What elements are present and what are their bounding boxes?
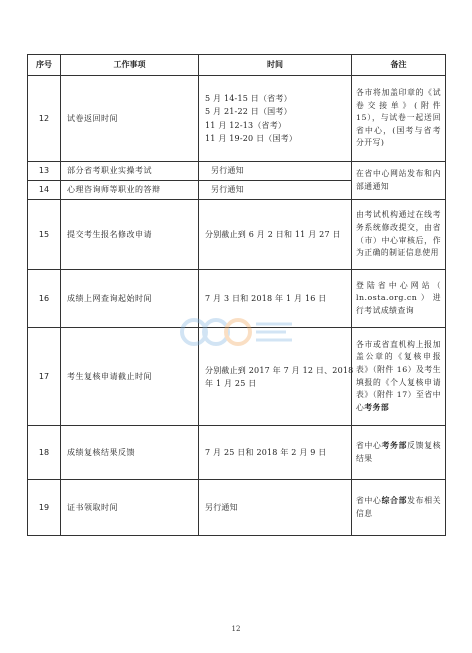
note-department: 考务部 (364, 402, 390, 412)
note-text: 各市将加盖印章的《试卷交接单》(附件 15），与试卷一起送回省中心，(国考与省考分开写) (356, 88, 441, 148)
note-text (356, 339, 441, 415)
note-cell (352, 480, 446, 536)
header-note: 备注 (352, 55, 446, 76)
note-text-post: 发布相关信息 (356, 495, 442, 518)
note-text-main: 各市或省直机构上报加盖公章的《复核申报表》（附件 16）及考生填报的《个人复核申请表》（附件 17）至省中心 (356, 339, 441, 412)
task-name: 成绩复核结果反馈 (61, 426, 199, 480)
time-line: 5 月 21-22 日（国考） (205, 107, 292, 116)
task-name: 心理咨询师等职业的答辩 (61, 181, 199, 200)
watermark-logo (178, 306, 298, 356)
time-cell: 7 月 25 日和 2018 年 2 月 9 日 (199, 426, 352, 480)
row-number: 16 (28, 270, 61, 328)
note-cell (352, 162, 446, 200)
header-no: 序号 (28, 55, 61, 76)
row-number: 15 (28, 200, 61, 270)
note-text (356, 495, 441, 520)
note-cell (352, 270, 446, 328)
time-line: 5 月 14-15 日（省考） (205, 93, 292, 103)
note-cell (352, 426, 446, 480)
task-name: 试卷返回时间 (61, 76, 199, 162)
row-number: 18 (28, 426, 61, 480)
note-department: 考务部 (381, 440, 408, 450)
time-line: 11 月 12-13（省考） (205, 120, 287, 130)
time-line: 11 月 19-20 日（国考） (205, 134, 298, 143)
table-row (28, 76, 446, 162)
note-cell (352, 328, 446, 426)
task-name: 部分省考职业实操考试 (61, 162, 199, 181)
time-line: 年 1 月 25 日 (205, 378, 257, 388)
table-row (28, 426, 446, 480)
row-number: 14 (28, 181, 61, 200)
note-text-pre: 省中心 (356, 495, 382, 505)
header-task: 工作事项 (61, 55, 199, 76)
row-number: 17 (28, 328, 61, 426)
note-cell (352, 200, 446, 270)
time-cell: 另行通知 (199, 181, 352, 200)
row-number: 19 (28, 480, 61, 536)
time-cell: 分别截止到 6 月 2 日和 11 月 27 日 (199, 200, 352, 270)
page-number: 12 (231, 625, 241, 633)
task-name: 提交考生报名修改申请 (61, 200, 199, 270)
row-number: 12 (28, 76, 61, 162)
note-text-pre: 省中心 (356, 440, 382, 450)
note-text: 由考试机构通过在线考务系统修改提交，由省（市）中心审核后，作为正确的制证信息使用 (356, 210, 441, 258)
time-cell: 另行通知 (199, 480, 352, 536)
table-row (28, 162, 446, 181)
row-number: 13 (28, 162, 61, 181)
task-name: 成绩上网查询起始时间 (61, 270, 199, 328)
note-text: 登陆省中心网站（ ln.osta.org.cn）进行考试成绩查询 (356, 280, 441, 315)
schedule-table (27, 54, 446, 536)
table-header-row (28, 55, 446, 76)
task-name: 证书领取时间 (61, 480, 199, 536)
time-cell (199, 76, 352, 162)
table-row (28, 480, 446, 536)
note-text-post: 反馈复核结果 (356, 440, 442, 463)
note-text: 在省中心网站发布和内部通通知 (356, 168, 441, 191)
note-cell (352, 76, 446, 162)
header-time: 时间 (199, 55, 352, 76)
time-cell: 7 月 3 日和 2018 年 1 月 16 日 (199, 270, 352, 328)
note-text (356, 440, 441, 465)
time-cell: 另行通知 (199, 162, 352, 181)
time-line: 分别截止到 2017 年 7 月 12 日、2018 (205, 365, 354, 375)
task-name: 考生复核申请截止时间 (61, 328, 199, 426)
table-row (28, 200, 446, 270)
note-department: 综合部 (381, 495, 408, 505)
